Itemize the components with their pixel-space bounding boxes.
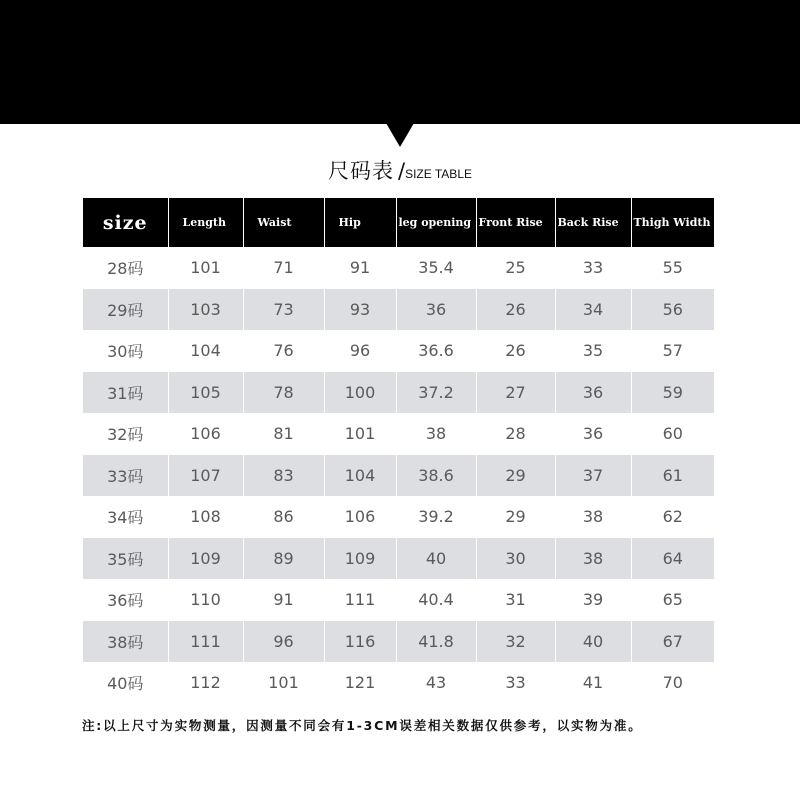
cell-back-rise: 33: [555, 247, 631, 289]
down-pointer-triangle: [386, 123, 414, 147]
cell-size: 31码: [83, 372, 168, 414]
cell-waist: 76: [243, 330, 324, 372]
cell-thigh-width: 55: [631, 247, 714, 289]
cell-length: 110: [168, 579, 243, 621]
cell-hip: 106: [324, 496, 396, 538]
table-row: [83, 455, 714, 497]
cell-leg-opening: 41.8: [396, 621, 476, 663]
cell-hip: 96: [324, 330, 396, 372]
cell-thigh-width: 62: [631, 496, 714, 538]
header-leg-opening: leg opening: [396, 198, 476, 247]
cell-length: 106: [168, 413, 243, 455]
cell-thigh-width: 70: [631, 662, 714, 704]
cell-size: 36码: [83, 579, 168, 621]
cell-leg-opening: 40: [396, 538, 476, 580]
cell-front-rise: 32: [476, 621, 555, 663]
cell-size: 33码: [83, 455, 168, 497]
cell-length: 101: [168, 247, 243, 289]
cell-hip: 101: [324, 413, 396, 455]
cell-size: 32码: [83, 413, 168, 455]
header-hip: Hip: [324, 198, 396, 247]
size-table: [83, 198, 714, 704]
table-row: [83, 579, 714, 621]
cell-back-rise: 40: [555, 621, 631, 663]
cell-thigh-width: 67: [631, 621, 714, 663]
cell-back-rise: 35: [555, 330, 631, 372]
cell-length: 104: [168, 330, 243, 372]
cell-leg-opening: 36: [396, 289, 476, 331]
cell-back-rise: 37: [555, 455, 631, 497]
title-chinese: 尺码表: [328, 159, 394, 183]
header-size: size: [83, 198, 168, 247]
top-black-banner: [0, 0, 800, 124]
header-back-rise: Back Rise: [555, 198, 631, 247]
table-header-row: [83, 198, 714, 247]
table-row: [83, 413, 714, 455]
cell-length: 107: [168, 455, 243, 497]
cell-front-rise: 25: [476, 247, 555, 289]
cell-size: 40码: [83, 662, 168, 704]
cell-length: 105: [168, 372, 243, 414]
cell-front-rise: 28: [476, 413, 555, 455]
cell-waist: 71: [243, 247, 324, 289]
cell-waist: 83: [243, 455, 324, 497]
table-row: [83, 496, 714, 538]
table-row: [83, 289, 714, 331]
cell-length: 111: [168, 621, 243, 663]
measurement-note: 注:以上尺寸为实物测量，因测量不同会有1-3CM误差相关数据仅供参考，以实物为准。: [82, 718, 643, 733]
cell-front-rise: 27: [476, 372, 555, 414]
cell-hip: 111: [324, 579, 396, 621]
cell-length: 109: [168, 538, 243, 580]
cell-leg-opening: 37.2: [396, 372, 476, 414]
cell-hip: 91: [324, 247, 396, 289]
cell-waist: 89: [243, 538, 324, 580]
cell-front-rise: 29: [476, 455, 555, 497]
cell-size: 38码: [83, 621, 168, 663]
header-thigh-width: Thigh Width: [631, 198, 714, 247]
cell-hip: 116: [324, 621, 396, 663]
table-row: [83, 372, 714, 414]
cell-hip: 121: [324, 662, 396, 704]
cell-front-rise: 26: [476, 289, 555, 331]
cell-thigh-width: 60: [631, 413, 714, 455]
cell-waist: 101: [243, 662, 324, 704]
cell-length: 112: [168, 662, 243, 704]
table-row: [83, 621, 714, 663]
cell-back-rise: 34: [555, 289, 631, 331]
cell-thigh-width: 61: [631, 455, 714, 497]
cell-length: 103: [168, 289, 243, 331]
table-row: [83, 247, 714, 289]
title-english: SIZE TABLE: [405, 167, 472, 181]
cell-leg-opening: 40.4: [396, 579, 476, 621]
table-row: [83, 662, 714, 704]
cell-leg-opening: 35.4: [396, 247, 476, 289]
cell-front-rise: 33: [476, 662, 555, 704]
cell-hip: 104: [324, 455, 396, 497]
cell-leg-opening: 36.6: [396, 330, 476, 372]
header-waist: Waist: [243, 198, 324, 247]
cell-waist: 86: [243, 496, 324, 538]
cell-thigh-width: 65: [631, 579, 714, 621]
cell-hip: 100: [324, 372, 396, 414]
cell-size: 29码: [83, 289, 168, 331]
cell-thigh-width: 64: [631, 538, 714, 580]
cell-thigh-width: 59: [631, 372, 714, 414]
cell-front-rise: 29: [476, 496, 555, 538]
cell-size: 35码: [83, 538, 168, 580]
cell-waist: 91: [243, 579, 324, 621]
cell-front-rise: 31: [476, 579, 555, 621]
cell-back-rise: 41: [555, 662, 631, 704]
cell-waist: 96: [243, 621, 324, 663]
cell-leg-opening: 38.6: [396, 455, 476, 497]
cell-back-rise: 39: [555, 579, 631, 621]
cell-size: 34码: [83, 496, 168, 538]
cell-waist: 78: [243, 372, 324, 414]
cell-hip: 93: [324, 289, 396, 331]
size-table-title: [0, 155, 800, 185]
header-length: Length: [168, 198, 243, 247]
table-row: [83, 538, 714, 580]
cell-back-rise: 38: [555, 496, 631, 538]
cell-length: 108: [168, 496, 243, 538]
cell-front-rise: 30: [476, 538, 555, 580]
cell-leg-opening: 39.2: [396, 496, 476, 538]
cell-waist: 73: [243, 289, 324, 331]
cell-thigh-width: 57: [631, 330, 714, 372]
cell-front-rise: 26: [476, 330, 555, 372]
cell-thigh-width: 56: [631, 289, 714, 331]
cell-back-rise: 38: [555, 538, 631, 580]
cell-size: 28码: [83, 247, 168, 289]
cell-back-rise: 36: [555, 413, 631, 455]
cell-leg-opening: 38: [396, 413, 476, 455]
header-front-rise: Front Rise: [476, 198, 555, 247]
cell-leg-opening: 43: [396, 662, 476, 704]
table-row: [83, 330, 714, 372]
cell-back-rise: 36: [555, 372, 631, 414]
cell-hip: 109: [324, 538, 396, 580]
cell-waist: 81: [243, 413, 324, 455]
title-slash: /: [398, 159, 406, 183]
cell-size: 30码: [83, 330, 168, 372]
